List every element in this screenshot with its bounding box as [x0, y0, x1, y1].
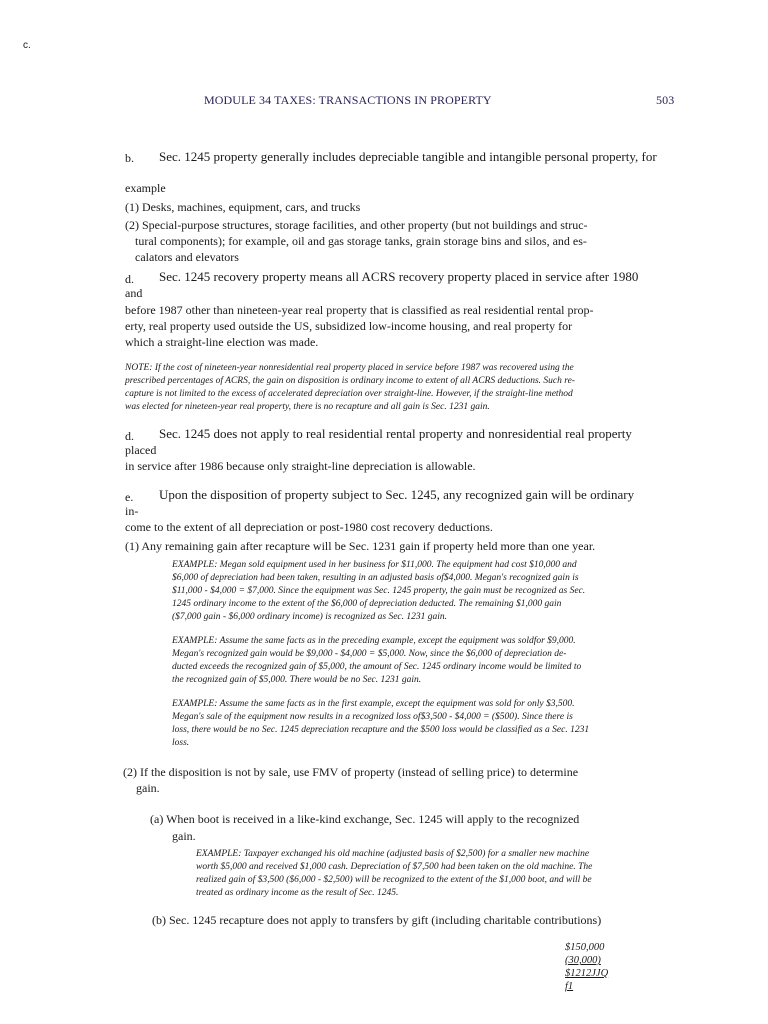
example-1-line: EXAMPLE: Megan sold equipment used in her business for $11,000. The equipment had cost $10,000 and — [172, 560, 577, 570]
example-1-line: ($7,000 gain - $6,000 ordinary income) is recognized as Sec. 1231 gain. — [172, 612, 448, 622]
example-1-line: $11,000 - $4,000 = $7,000. Since the equipment was Sec. 1245 property, the gain must be recognized as Sec. — [172, 586, 586, 596]
example-2-line: EXAMPLE: Assume the same facts as in the preceding example, except the equipment was soldfor $9,000. — [172, 636, 576, 646]
example-3-line: loss, there would be no Sec. 1245 depreciation recapture and the $500 loss would be classified as a Sec. 1231 — [172, 725, 590, 735]
corner-mark: c. — [23, 40, 31, 51]
note-line: capture is not limited to the excess of accelerated depreciation over straight-line. However, if the straight-line method — [125, 389, 573, 399]
item-2-line: gain. — [136, 781, 160, 795]
section-b-item-1: (1) Desks, machines, equipment, cars, and trucks — [125, 200, 361, 214]
example-2-line: ducted exceeds the recognized gain of $5,000, the amount of Sec. 1245 ordinary income would be limited to — [172, 662, 582, 672]
note-line: was elected for nineteen-year real property, there is no recapture and all gain is Sec. 1231 gain. — [125, 402, 490, 412]
section-d1-line: erty, real property used outside the US, subsidized low-income housing, and real property for — [125, 319, 573, 333]
example-3-line: loss. — [172, 738, 190, 748]
section-d2-label: d. — [125, 429, 134, 443]
section-d1-line: and — [125, 286, 143, 300]
margin-figure: $150,000 — [565, 942, 605, 953]
margin-figure: f1 — [565, 981, 574, 992]
section-d2-line: placed — [125, 443, 157, 457]
note-line: prescribed percentages of ACRS, the gain on disposition is ordinary income to extent of all ACRS deductions. Such re- — [125, 376, 575, 386]
section-d1-label: d. — [125, 272, 134, 286]
example-4-line: worth $5,000 and received $1,000 cash. Depreciation of $7,500 had been taken on the old machine. The — [196, 862, 593, 872]
item-2a-line: (a) When boot is received in a like-kind exchange, Sec. 1245 will apply to the recognized — [150, 812, 580, 826]
section-e-line: Upon the disposition of property subject to Sec. 1245, any recognized gain will be ordinary — [159, 487, 635, 502]
running-header-title: MODULE 34 TAXES: TRANSACTIONS IN PROPERTY — [204, 93, 492, 107]
margin-figure: $1212JJQ — [565, 968, 609, 979]
section-b-item-2-cont: tural components); for example, oil and gas storage tanks, grain storage bins and silos, and es- — [135, 234, 587, 248]
section-e-line: in- — [125, 504, 139, 518]
section-e-label: e. — [125, 490, 134, 504]
section-b-item-2: (2) Special-purpose structures, storage facilities, and other property (but not buildings and struc- — [125, 218, 588, 232]
section-b-text: Sec. 1245 property generally includes depreciable tangible and intangible personal property, for — [159, 149, 657, 164]
section-d2-line: in service after 1986 because only straight-line depreciation is allowable. — [125, 459, 476, 473]
section-e-item-1: (1) Any remaining gain after recapture will be Sec. 1231 gain if property held more than one year. — [125, 539, 596, 553]
example-4-line: realized gain of $3,500 ($6,000 - $2,500) will be recognized to the extent of the $1,000 boot, and will be — [196, 875, 592, 885]
example-4-line: treated as ordinary income as the result of Sec. 1245. — [196, 888, 399, 898]
section-e-line: come to the extent of all depreciation or post-1980 cost recovery deductions. — [125, 520, 493, 534]
example-4-line: EXAMPLE: Taxpayer exchanged his old machine (adjusted basis of $2,500) for a smaller new machine — [196, 849, 590, 859]
margin-figure: (30,000) — [565, 955, 601, 966]
page-number: 503 — [656, 93, 675, 107]
note-line: NOTE: If the cost of nineteen-year nonresidential real property placed in service before 1987 was recovered using the — [125, 363, 574, 373]
example-3-line: Megan's sale of the equipment now results in a recognized loss of$3,500 - $4,000 = ($500). Since there is — [172, 712, 573, 722]
section-d1-line: before 1987 other than nineteen-year real property that is classified as real residential rental prop- — [125, 303, 594, 317]
item-2-line: (2) If the disposition is not by sale, use FMV of property (instead of selling price) to determine — [123, 765, 579, 779]
example-2-line: the recognized gain of $5,000. There would be no Sec. 1231 gain. — [172, 675, 422, 685]
section-b-example-word: example — [125, 181, 166, 195]
example-1-line: 1245 ordinary income to the extent of the $6,000 of depreciation deducted. The remaining $1,000 gain — [172, 599, 562, 609]
example-3-line: EXAMPLE: Assume the same facts as in the first example, except the equipment was sold for only $3,500. — [172, 699, 575, 709]
item-2a-line: gain. — [172, 829, 196, 843]
example-2-line: Megan's recognized gain would be $9,000 - $4,000 = $5,000. Now, since the $6,000 of depreciation de- — [172, 649, 567, 659]
section-b-item-2-cont2: calators and elevators — [135, 250, 239, 264]
section-b-label: b. — [125, 151, 134, 165]
example-1-line: $6,000 of depreciation had been taken, resulting in an adjusted basis of$4,000. Megan's recognized gain is — [172, 573, 579, 583]
section-d2-line: Sec. 1245 does not apply to real residential rental property and nonresidential real property — [159, 426, 632, 441]
section-d1-line: Sec. 1245 recovery property means all ACRS recovery property placed in service after 1980 — [159, 269, 639, 284]
item-2b-line: (b) Sec. 1245 recapture does not apply to transfers by gift (including charitable contributions) — [152, 913, 602, 927]
section-d1-line: which a straight-line election was made. — [125, 335, 319, 349]
